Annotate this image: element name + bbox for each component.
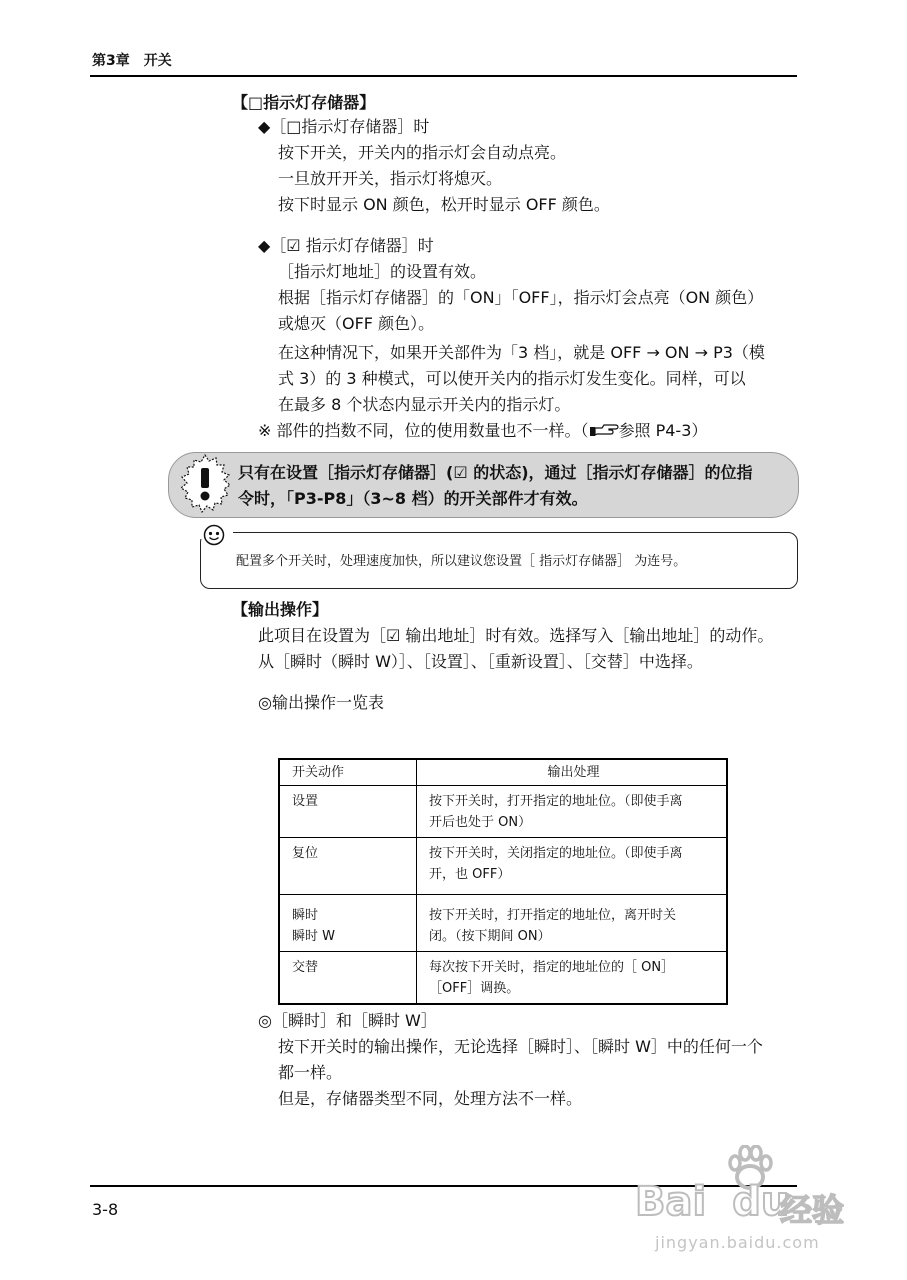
table-row (279, 895, 727, 952)
section-title-output-operation: 【输出操作】 (232, 600, 329, 619)
chapter-header: 第3章 开关 (92, 53, 172, 69)
output-description-line: 此项目在设置为［☑ 输出地址］时有效。选择写入［输出地址］的动作。 (258, 626, 774, 645)
bullet-unchecked-line: 按下开关，开关内的指示灯会自动点亮。 (278, 143, 567, 162)
output-text: 闭。（按下期间 ON） (429, 929, 551, 944)
output-table-title: ◎输出操作一览表 (258, 693, 384, 712)
output-text: 每次按下开关时，指定的地址位的［ ON］ (429, 960, 675, 975)
pointing-hand-icon (589, 420, 619, 436)
momentary-line: 按下开关时的输出操作，无论选择［瞬时］、［瞬时 W］中的任何一个 (278, 1037, 763, 1056)
bullet-checked-line: 式 3）的 3 种模式，可以使开关内的指示灯发生变化。同样，可以 (278, 369, 746, 388)
warning-text (238, 460, 753, 512)
watermark-url: jingyan.baidu.com (655, 1233, 820, 1252)
bullet-checked-line: 在这种情况下，如果开关部件为「3 档」，就是 OFF → ON → P3（模 (278, 343, 765, 362)
output-text: 开，也 OFF） (429, 867, 511, 882)
section-title-indicator-memory: 【□指示灯存储器】 (232, 93, 376, 112)
output-text: 开后也处于 ON） (429, 815, 532, 830)
warning-line: 只有在设置［指示灯存储器］(☑ 的状态)，通过［指示灯存储器］的位指 (238, 463, 753, 482)
bullet-checked-title: ◆［☑ 指示灯存储器］时 (258, 236, 434, 255)
bullet-checked-line: 在最多 8 个状态内显示开关内的指示灯。 (278, 395, 571, 414)
output-text: ［OFF］调换。 (429, 981, 520, 996)
reference-link[interactable]: 参照 P4-3） (618, 421, 708, 440)
smiley-icon (203, 524, 225, 546)
watermark-product: 经验 (780, 1191, 845, 1229)
table-cell-output (417, 895, 728, 952)
bullet-checked-line: ［指示灯地址］的设置有效。 (278, 262, 487, 281)
warning-line: 令时，「P3-P8」（3~8 档）的开关部件才有效。 (238, 489, 588, 508)
action-text: 设置 (292, 794, 319, 809)
reference-note (258, 418, 707, 444)
action-text: 瞬时 (292, 908, 319, 923)
table-row (279, 786, 727, 838)
table-cell-action (279, 838, 417, 895)
table-cell-action (279, 895, 417, 952)
action-text: 复位 (292, 846, 319, 861)
output-description-line: 从［瞬时（瞬时 W）］、［设置］、［重新设置］、［交替］中选择。 (258, 652, 703, 671)
watermark-brand2: du (732, 1179, 790, 1225)
page-number: 3-8 (92, 1200, 119, 1219)
table-row (279, 952, 727, 1005)
bullet-unchecked-title: ◆［□指示灯存储器］时 (258, 117, 430, 136)
table-row (279, 838, 727, 895)
bullet-checked-line: 或熄灭（OFF 颜色）。 (278, 314, 435, 333)
table-cell-output (417, 786, 728, 838)
table-header-row (279, 759, 727, 786)
section-title-momentary: ◎［瞬时］和［瞬时 W］ (258, 1011, 437, 1030)
action-text: 交替 (292, 960, 319, 975)
baidu-watermark (635, 1145, 845, 1255)
output-text: 按下开关时，打开指定的地址位。（即使手离 (429, 794, 683, 809)
tip-text: 配置多个开关时，处理速度加快，所以建议您设置［ 指示灯存储器］ 为连号。 (236, 554, 687, 569)
header-rule (90, 75, 797, 77)
table-cell-action (279, 952, 417, 1005)
momentary-line: 但是，存储器类型不同，处理方法不一样。 (278, 1089, 583, 1108)
bullet-checked-line: 根据［指示灯存储器］的「ON」「OFF」，指示灯会点亮（ON 颜色） (278, 288, 764, 307)
action-text: 瞬时 W (292, 929, 335, 944)
output-text: 按下开关时，关闭指定的地址位。（即使手离 (429, 846, 683, 861)
table-header-cell: 开关动作 (279, 759, 417, 786)
exclamation-icon (176, 452, 234, 516)
table-cell-output (417, 952, 728, 1005)
table-cell-output (417, 838, 728, 895)
watermark-brand: Bai (635, 1179, 707, 1225)
bullet-unchecked-line: 一旦放开开关，指示灯将熄灭。 (278, 169, 503, 188)
momentary-line: 都一样。 (278, 1063, 343, 1082)
reference-note-text: ※ 部件的挡数不同，位的使用数量也不一样。（ (258, 421, 589, 440)
table-cell-action (279, 786, 417, 838)
table-header-cell: 输出处理 (417, 759, 728, 786)
bullet-unchecked-line: 按下时显示 ON 颜色，松开时显示 OFF 颜色。 (278, 195, 610, 214)
output-operation-table (278, 758, 728, 1005)
output-text: 按下开关时，打开指定的地址位，离开时关 (429, 908, 677, 923)
